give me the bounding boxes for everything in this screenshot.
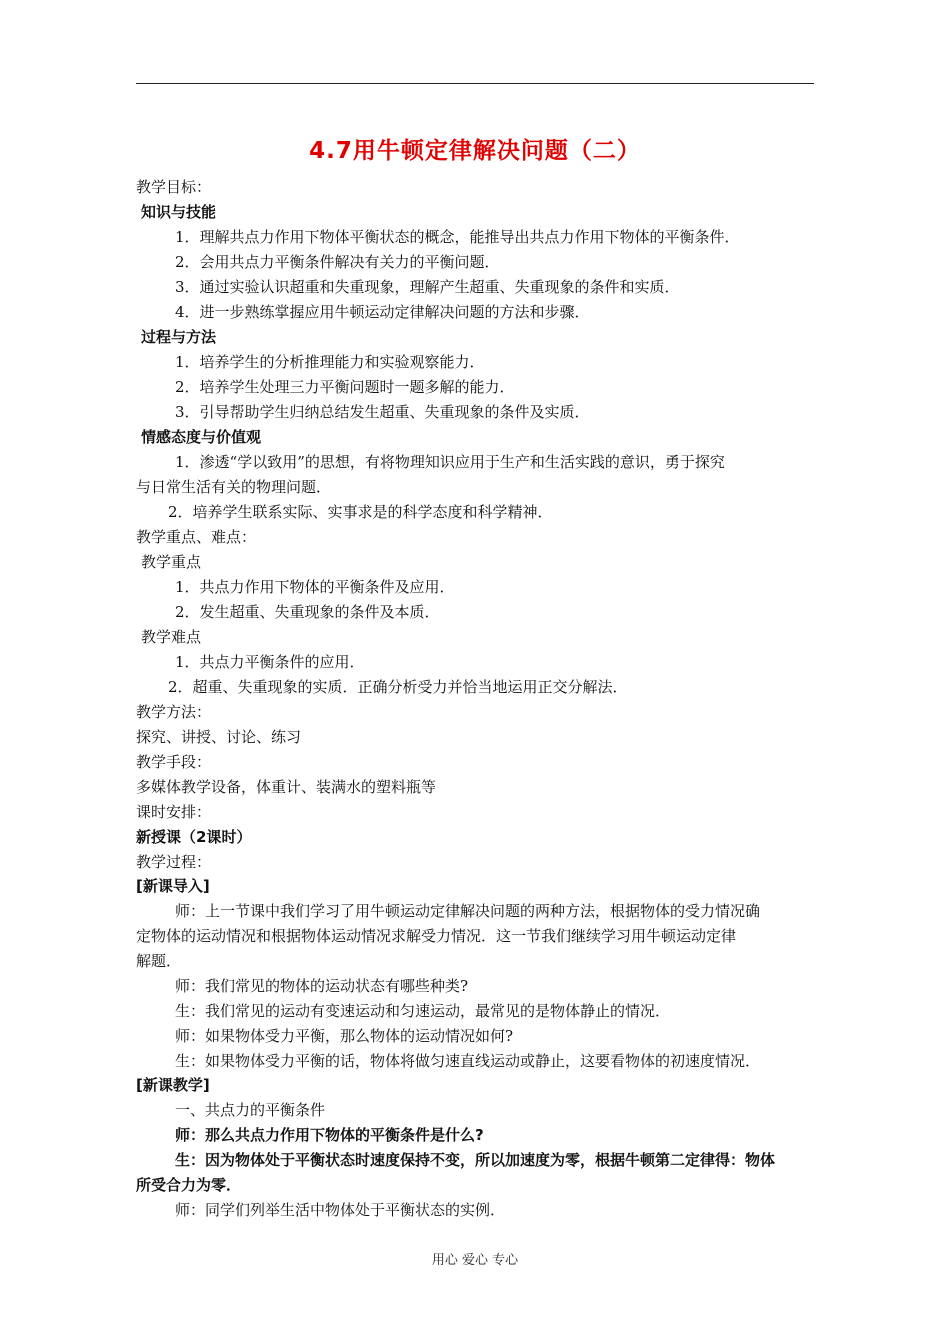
section-heading: 新授课（2课时） — [136, 828, 252, 846]
text-line: 教学方法： — [136, 703, 212, 721]
text-line: 师：同学们列举生活中物体处于平衡状态的实例． — [175, 1201, 506, 1219]
text-line: 教学重点、难点： — [136, 528, 257, 546]
text-line: 多媒体教学设备，体重计、装满水的塑料瓶等 — [136, 778, 437, 796]
page-footer: 用心 爱心 专心 — [431, 1253, 519, 1268]
text-line: 1．渗透“学以致用”的思想，有将物理知识应用于生产和生活实践的意识，勇于探究 — [175, 453, 725, 471]
text-line: 2．培养学生处理三力平衡问题时一题多解的能力． — [175, 378, 515, 396]
text-line: 生：我们常见的运动有变速运动和匀速运动，最常见的是物体静止的情况． — [175, 1002, 671, 1020]
text-line: 一、共点力的平衡条件 — [175, 1101, 326, 1119]
text-line: 教学重点 — [141, 553, 202, 571]
text-line: 2．培养学生联系实际、实事求是的科学态度和科学精神． — [168, 503, 553, 521]
text-line: 3．通过实验认识超重和失重现象，理解产生超重、失重现象的条件和实质． — [175, 278, 680, 296]
text-line: 2．超重、失重现象的实质．正确分析受力并恰当地运用正交分解法． — [168, 678, 628, 696]
text-line: 师：上一节课中我们学习了用牛顿运动定律解决问题的两种方法，根据物体的受力情况确 — [175, 902, 761, 920]
bold-text-line: 生：因为物体处于平衡状态时速度保持不变，所以加速度为零，根据牛顿第二定律得：物体 — [175, 1151, 776, 1169]
text-line: 课时安排： — [136, 803, 212, 821]
text-line: 1．培养学生的分析推理能力和实验观察能力． — [175, 353, 485, 371]
text-line: 2．会用共点力平衡条件解决有关力的平衡问题． — [175, 253, 500, 271]
section-heading: [新课教学] — [136, 1076, 210, 1094]
bold-text-line: 所受合力为零． — [136, 1176, 242, 1194]
text-line: 教学难点 — [141, 628, 202, 646]
bold-text-line: 师：那么共点力作用下物体的平衡条件是什么? — [175, 1126, 484, 1144]
text-line: 1．共点力作用下物体的平衡条件及应用． — [175, 578, 455, 596]
section-heading: 知识与技能 — [141, 203, 217, 221]
page-title: 4.7用牛顿定律解决问题（二） — [309, 138, 641, 164]
text-line: 与日常生活有关的物理问题． — [136, 478, 332, 496]
text-line: 解题． — [136, 952, 182, 970]
text-line: 师：我们常见的物体的运动状态有哪些种类? — [175, 977, 469, 995]
section-heading: [新课导入] — [136, 877, 210, 895]
text-line: 探究、讲授、讨论、练习 — [136, 728, 302, 746]
text-line: 3．引导帮助学生归纳总结发生超重、失重现象的条件及实质． — [175, 403, 590, 421]
header-rule — [136, 83, 814, 84]
text-line: 4．进一步熟练掌握应用牛顿运动定律解决问题的方法和步骤． — [175, 303, 590, 321]
text-line: 生：如果物体受力平衡的话，物体将做匀速直线运动或静止，这要看物体的初速度情况． — [175, 1052, 761, 1070]
text-line: 教学手段： — [136, 753, 212, 771]
section-heading: 情感态度与价值观 — [141, 428, 262, 446]
text-line: 教学目标： — [136, 178, 212, 196]
text-line: 师：如果物体受力平衡，那么物体的运动情况如何? — [175, 1027, 514, 1045]
text-line: 教学过程： — [136, 853, 212, 871]
text-line: 1．共点力平衡条件的应用． — [175, 653, 365, 671]
text-line: 1．理解共点力作用下物体平衡状态的概念，能推导出共点力作用下物体的平衡条件． — [175, 228, 740, 246]
text-line: 定物体的运动情况和根据物体运动情况求解受力情况．这一节我们继续学习用牛顿运动定律 — [136, 927, 737, 945]
text-line: 2．发生超重、失重现象的条件及本质． — [175, 603, 440, 621]
section-heading: 过程与方法 — [141, 328, 217, 346]
